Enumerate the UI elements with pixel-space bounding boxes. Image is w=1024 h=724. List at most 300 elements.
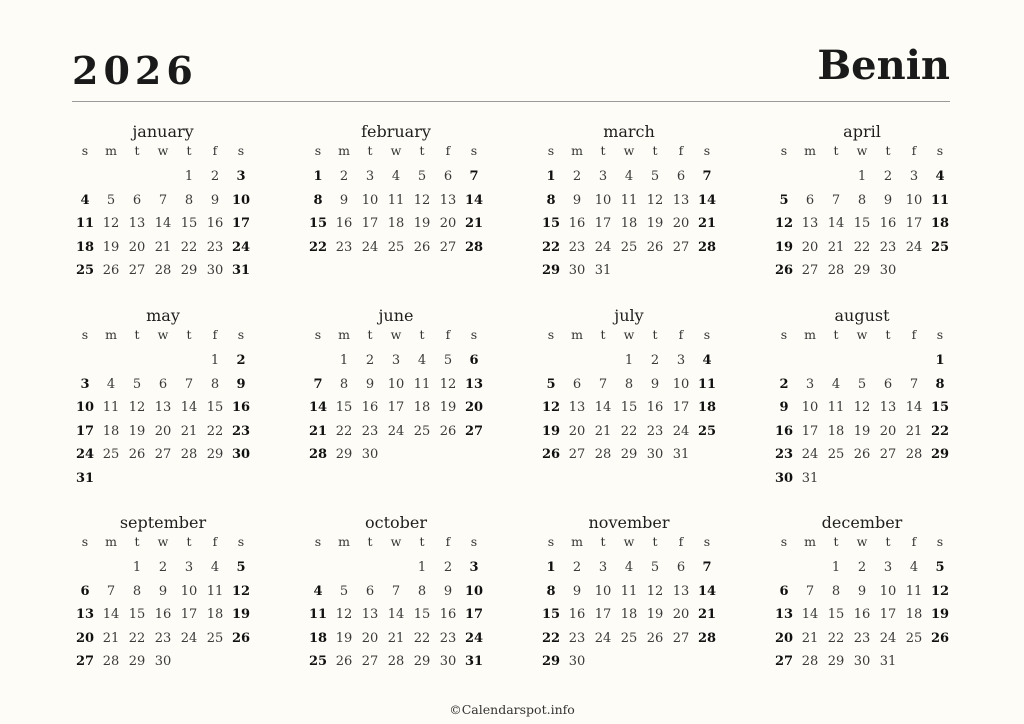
month-title: january <box>132 122 194 141</box>
day-cell: 6 <box>80 583 90 599</box>
day-cell: 3 <box>391 353 401 368</box>
day-cell: 24 <box>905 239 923 255</box>
day-cell: 17 <box>905 216 923 231</box>
day-cell: 22 <box>853 239 871 255</box>
day-cell: 29 <box>541 263 561 278</box>
day-cell: 14 <box>697 192 717 208</box>
day-cell: 1 <box>546 169 556 184</box>
day-cell: 25 <box>620 630 638 646</box>
day-cell: 30 <box>568 654 586 669</box>
day-grid <box>538 349 720 467</box>
day-cell: 10 <box>387 376 405 392</box>
day-cell: 6 <box>158 376 168 392</box>
day-cell: 29 <box>128 654 146 669</box>
weekday-label: w <box>856 327 868 342</box>
day-cell: 25 <box>827 447 845 462</box>
day-grid <box>771 165 953 283</box>
day-cell: 23 <box>568 630 586 646</box>
day-cell: 19 <box>541 423 561 439</box>
day-cell: 4 <box>935 169 945 184</box>
day-cell: 18 <box>905 607 923 622</box>
day-cell: 26 <box>231 630 251 646</box>
day-cell: 29 <box>930 447 950 462</box>
weekday-label: s <box>780 534 788 549</box>
day-blank <box>124 349 150 373</box>
day-cell: 5 <box>106 192 116 208</box>
day-cell: 15 <box>308 216 328 231</box>
weekday-label: t <box>367 143 373 158</box>
day-cell: 14 <box>464 192 484 208</box>
day-cell: 22 <box>335 423 353 439</box>
day-cell: 15 <box>180 216 198 231</box>
day-cell: 24 <box>464 630 484 646</box>
day-cell: 30 <box>568 263 586 278</box>
day-cell: 10 <box>75 400 95 415</box>
month-title: march <box>603 122 655 141</box>
day-cell: 15 <box>620 400 638 415</box>
day-cell: 17 <box>464 607 484 622</box>
day-cell: 11 <box>387 192 405 208</box>
day-cell: 30 <box>646 447 664 462</box>
day-cell: 11 <box>413 376 431 392</box>
day-cell: 1 <box>417 560 427 575</box>
day-cell: 15 <box>853 216 871 231</box>
weekday-label: w <box>623 327 635 342</box>
day-cell: 16 <box>646 400 664 415</box>
day-cell: 15 <box>930 400 950 415</box>
weekday-header <box>72 326 254 344</box>
day-cell: 19 <box>413 216 431 231</box>
day-cell: 30 <box>206 263 224 278</box>
day-cell: 17 <box>879 607 897 622</box>
weekday-label: s <box>703 143 711 158</box>
day-cell: 6 <box>676 560 686 575</box>
day-cell: 1 <box>313 169 323 184</box>
day-cell: 26 <box>930 630 950 646</box>
weekday-label: m <box>571 534 583 549</box>
day-cell: 6 <box>443 169 453 184</box>
day-cell: 18 <box>308 630 328 646</box>
day-grid <box>305 165 487 259</box>
day-cell: 15 <box>206 400 224 415</box>
day-cell: 12 <box>646 192 664 208</box>
day-blank <box>383 556 409 580</box>
day-blank <box>305 349 331 373</box>
weekday-label: t <box>419 327 425 342</box>
day-cell: 27 <box>801 263 819 278</box>
day-cell: 12 <box>930 583 950 599</box>
day-cell: 25 <box>620 239 638 255</box>
day-cell: 22 <box>413 630 431 646</box>
day-cell: 15 <box>541 607 561 622</box>
day-grid <box>538 556 720 674</box>
day-cell: 12 <box>335 607 353 622</box>
day-cell: 9 <box>210 192 220 208</box>
month-december <box>771 513 953 674</box>
day-blank <box>98 349 124 373</box>
weekday-label: s <box>547 534 555 549</box>
day-cell: 15 <box>827 607 845 622</box>
day-cell: 16 <box>231 400 251 415</box>
weekday-label: w <box>157 327 169 342</box>
year-title: 2026 <box>72 48 198 93</box>
day-cell: 3 <box>598 560 608 575</box>
day-grid <box>305 349 487 467</box>
day-blank <box>72 556 98 580</box>
day-cell: 26 <box>413 239 431 255</box>
day-cell: 5 <box>779 192 789 208</box>
day-cell: 8 <box>313 192 323 208</box>
day-cell: 21 <box>308 423 328 439</box>
weekday-label: s <box>470 534 478 549</box>
day-cell: 27 <box>464 423 484 439</box>
weekday-label: f <box>678 534 684 549</box>
day-cell: 20 <box>128 239 146 255</box>
day-blank <box>797 556 823 580</box>
day-cell: 12 <box>774 216 794 231</box>
day-cell: 21 <box>905 423 923 439</box>
day-cell: 22 <box>827 630 845 646</box>
day-cell: 20 <box>439 216 457 231</box>
day-cell: 19 <box>335 630 353 646</box>
day-cell: 10 <box>464 583 484 599</box>
day-cell: 31 <box>75 470 95 486</box>
weekday-label: s <box>237 143 245 158</box>
weekday-label: s <box>547 143 555 158</box>
day-cell: 5 <box>339 583 349 599</box>
weekday-header <box>538 533 720 551</box>
weekday-label: f <box>911 143 917 158</box>
weekday-label: f <box>445 534 451 549</box>
day-cell: 14 <box>905 400 923 415</box>
day-cell: 14 <box>308 400 328 415</box>
day-blank <box>797 349 823 373</box>
day-cell: 24 <box>231 239 251 255</box>
day-cell: 23 <box>154 630 172 646</box>
day-cell: 22 <box>541 239 561 255</box>
month-title: may <box>146 306 180 325</box>
day-grid <box>72 165 254 283</box>
day-cell: 11 <box>905 583 923 599</box>
day-grid <box>305 556 487 674</box>
day-cell: 18 <box>697 400 717 415</box>
weekday-label: w <box>623 143 635 158</box>
day-cell: 25 <box>102 447 120 462</box>
weekday-label: m <box>105 327 117 342</box>
day-cell: 13 <box>879 400 897 415</box>
weekday-label: t <box>652 534 658 549</box>
month-title: july <box>614 306 644 325</box>
day-cell: 1 <box>857 169 867 184</box>
day-cell: 19 <box>930 607 950 622</box>
day-cell: 7 <box>909 376 919 392</box>
day-blank <box>771 349 797 373</box>
day-cell: 25 <box>206 630 224 646</box>
weekday-label: s <box>936 534 944 549</box>
month-august <box>771 306 953 490</box>
day-cell: 31 <box>672 447 690 462</box>
weekday-label: f <box>911 534 917 549</box>
day-cell: 18 <box>413 400 431 415</box>
day-cell: 19 <box>774 239 794 255</box>
day-cell: 20 <box>774 630 794 646</box>
day-cell: 10 <box>361 192 379 208</box>
day-cell: 27 <box>361 654 379 669</box>
day-cell: 27 <box>672 630 690 646</box>
day-cell: 3 <box>883 560 893 575</box>
day-cell: 9 <box>883 192 893 208</box>
day-cell: 5 <box>443 353 453 368</box>
day-cell: 7 <box>184 376 194 392</box>
day-cell: 24 <box>801 447 819 462</box>
day-cell: 23 <box>853 630 871 646</box>
day-blank <box>823 349 849 373</box>
day-cell: 8 <box>132 583 142 599</box>
day-cell: 8 <box>831 583 841 599</box>
weekday-label: t <box>134 327 140 342</box>
day-cell: 31 <box>801 470 819 486</box>
day-cell: 25 <box>905 630 923 646</box>
day-cell: 8 <box>210 376 220 392</box>
month-january <box>72 122 254 283</box>
day-cell: 24 <box>594 630 612 646</box>
day-cell: 19 <box>102 239 120 255</box>
day-cell: 4 <box>313 583 323 599</box>
day-cell: 4 <box>80 192 90 208</box>
weekday-label: s <box>81 327 89 342</box>
day-cell: 28 <box>180 447 198 462</box>
day-cell: 24 <box>879 630 897 646</box>
day-cell: 9 <box>158 583 168 599</box>
day-cell: 3 <box>365 169 375 184</box>
day-cell: 16 <box>206 216 224 231</box>
day-cell: 2 <box>857 560 867 575</box>
day-cell: 9 <box>236 376 246 392</box>
day-cell: 8 <box>935 376 945 392</box>
weekday-label: t <box>186 143 192 158</box>
weekday-label: s <box>314 327 322 342</box>
weekday-header <box>771 533 953 551</box>
day-cell: 26 <box>646 239 664 255</box>
weekday-label: f <box>445 143 451 158</box>
day-cell: 9 <box>650 376 660 392</box>
day-cell: 4 <box>624 560 634 575</box>
day-cell: 1 <box>624 353 634 368</box>
day-cell: 20 <box>801 239 819 255</box>
day-cell: 6 <box>469 353 479 368</box>
day-blank <box>176 349 202 373</box>
day-cell: 2 <box>365 353 375 368</box>
day-cell: 18 <box>102 423 120 439</box>
day-cell: 7 <box>469 169 479 184</box>
day-cell: 5 <box>546 376 556 392</box>
weekday-label: t <box>652 143 658 158</box>
month-june <box>305 306 487 467</box>
day-cell: 27 <box>439 239 457 255</box>
day-cell: 5 <box>650 169 660 184</box>
day-grid <box>72 349 254 490</box>
day-cell: 11 <box>930 192 950 208</box>
day-cell: 20 <box>464 400 484 415</box>
month-november <box>538 513 720 674</box>
day-cell: 31 <box>879 654 897 669</box>
day-cell: 8 <box>546 192 556 208</box>
day-cell: 22 <box>180 239 198 255</box>
day-cell: 24 <box>361 239 379 255</box>
day-cell: 27 <box>672 239 690 255</box>
weekday-header <box>305 326 487 344</box>
day-cell: 23 <box>774 447 794 462</box>
day-cell: 12 <box>231 583 251 599</box>
weekday-label: m <box>804 143 816 158</box>
day-cell: 28 <box>154 263 172 278</box>
weekday-label: m <box>804 327 816 342</box>
day-cell: 24 <box>387 423 405 439</box>
day-cell: 4 <box>909 560 919 575</box>
weekday-label: s <box>81 534 89 549</box>
day-cell: 2 <box>650 353 660 368</box>
day-cell: 7 <box>702 169 712 184</box>
day-cell: 9 <box>572 583 582 599</box>
day-cell: 29 <box>620 447 638 462</box>
day-cell: 29 <box>541 654 561 669</box>
weekday-header <box>538 142 720 160</box>
weekday-label: t <box>833 143 839 158</box>
day-cell: 3 <box>805 376 815 392</box>
day-cell: 13 <box>774 607 794 622</box>
day-cell: 29 <box>413 654 431 669</box>
day-cell: 7 <box>158 192 168 208</box>
day-cell: 11 <box>102 400 120 415</box>
day-cell: 16 <box>879 216 897 231</box>
day-grid <box>538 165 720 283</box>
weekday-label: w <box>390 327 402 342</box>
day-cell: 19 <box>231 607 251 622</box>
month-title: september <box>119 513 207 532</box>
day-cell: 6 <box>883 376 893 392</box>
day-cell: 19 <box>439 400 457 415</box>
weekday-label: s <box>237 534 245 549</box>
weekday-label: m <box>105 143 117 158</box>
day-cell: 23 <box>439 630 457 646</box>
month-march <box>538 122 720 283</box>
day-cell: 8 <box>184 192 194 208</box>
day-cell: 11 <box>620 583 638 599</box>
day-cell: 23 <box>646 423 664 439</box>
day-cell: 1 <box>831 560 841 575</box>
weekday-header <box>72 142 254 160</box>
day-cell: 12 <box>439 376 457 392</box>
day-cell: 12 <box>102 216 120 231</box>
day-cell: 19 <box>853 423 871 439</box>
day-cell: 5 <box>650 560 660 575</box>
day-cell: 20 <box>568 423 586 439</box>
weekday-label: f <box>678 143 684 158</box>
day-blank <box>823 165 849 189</box>
day-cell: 29 <box>335 447 353 462</box>
day-cell: 28 <box>594 447 612 462</box>
day-cell: 12 <box>541 400 561 415</box>
day-cell: 2 <box>236 353 246 368</box>
weekday-label: m <box>338 534 350 549</box>
day-cell: 30 <box>154 654 172 669</box>
day-blank <box>564 349 590 373</box>
weekday-label: m <box>338 327 350 342</box>
day-cell: 8 <box>624 376 634 392</box>
day-cell: 17 <box>387 400 405 415</box>
day-cell: 7 <box>391 583 401 599</box>
day-cell: 23 <box>568 239 586 255</box>
day-cell: 5 <box>417 169 427 184</box>
day-cell: 25 <box>75 263 95 278</box>
day-cell: 13 <box>128 216 146 231</box>
day-cell: 10 <box>594 192 612 208</box>
day-cell: 15 <box>335 400 353 415</box>
day-cell: 20 <box>361 630 379 646</box>
day-cell: 14 <box>697 583 717 599</box>
day-cell: 22 <box>541 630 561 646</box>
day-blank <box>875 349 901 373</box>
weekday-label: s <box>314 143 322 158</box>
day-cell: 6 <box>572 376 582 392</box>
day-blank <box>98 165 124 189</box>
day-cell: 16 <box>361 400 379 415</box>
weekday-label: w <box>157 143 169 158</box>
day-cell: 28 <box>905 447 923 462</box>
day-cell: 10 <box>801 400 819 415</box>
day-blank <box>331 556 357 580</box>
day-cell: 28 <box>827 263 845 278</box>
day-cell: 19 <box>128 423 146 439</box>
day-cell: 16 <box>439 607 457 622</box>
day-cell: 7 <box>702 560 712 575</box>
weekday-label: t <box>600 534 606 549</box>
day-cell: 6 <box>805 192 815 208</box>
day-cell: 10 <box>905 192 923 208</box>
weekday-label: t <box>833 534 839 549</box>
day-cell: 30 <box>774 470 794 486</box>
day-blank <box>98 556 124 580</box>
day-cell: 8 <box>546 583 556 599</box>
weekday-label: s <box>81 143 89 158</box>
weekday-label: f <box>212 143 218 158</box>
day-cell: 16 <box>853 607 871 622</box>
day-cell: 27 <box>128 263 146 278</box>
day-cell: 16 <box>154 607 172 622</box>
weekday-label: s <box>314 534 322 549</box>
day-cell: 4 <box>624 169 634 184</box>
day-cell: 17 <box>75 423 95 439</box>
day-cell: 14 <box>154 216 172 231</box>
day-cell: 13 <box>672 583 690 599</box>
day-cell: 28 <box>697 630 717 646</box>
weekday-label: t <box>885 327 891 342</box>
day-cell: 14 <box>387 607 405 622</box>
day-cell: 18 <box>206 607 224 622</box>
day-grid <box>771 349 953 490</box>
day-cell: 10 <box>180 583 198 599</box>
day-cell: 3 <box>80 376 90 392</box>
day-cell: 24 <box>75 447 95 462</box>
day-blank <box>150 165 176 189</box>
day-cell: 20 <box>879 423 897 439</box>
day-cell: 13 <box>568 400 586 415</box>
day-cell: 29 <box>827 654 845 669</box>
country-title: Benin <box>817 42 950 89</box>
day-cell: 27 <box>568 447 586 462</box>
weekday-label: m <box>804 534 816 549</box>
weekday-label: s <box>780 327 788 342</box>
